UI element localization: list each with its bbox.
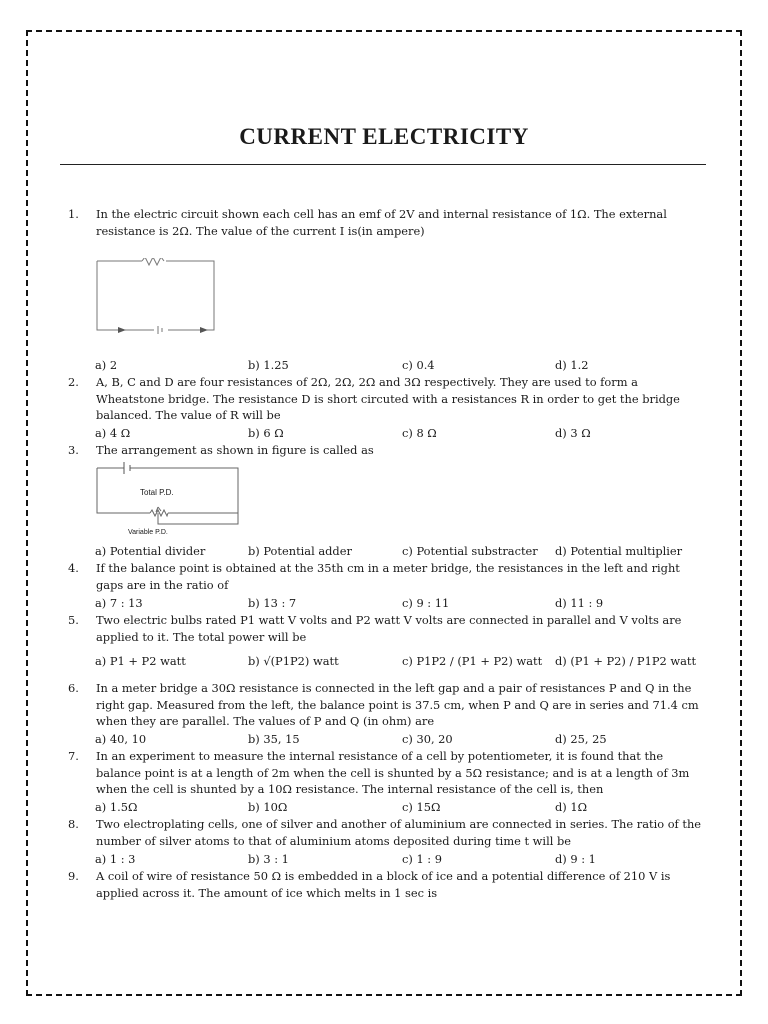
option-b[interactable]: b) 13 : 7	[248, 596, 297, 610]
option-d[interactable]: d) 1.2	[555, 358, 589, 372]
question-text: In an experiment to measure the internal resistance of a cell by potentiometer, it is found that the balance point is at a length of 2m when the cell is shunted by a 5Ω resistance; and is at a length of 3m when the cell is shunted by a 10Ω resistance. The internal resistance of the cell is, then	[96, 749, 690, 796]
option-a[interactable]: a) 7 : 13	[95, 596, 143, 610]
option-c[interactable]: c) 0.4	[402, 358, 435, 372]
option-c[interactable]: c) 30, 20	[402, 732, 453, 746]
question-number: 1.	[68, 207, 79, 221]
question-text: The arrangement as shown in figure is called as	[96, 443, 374, 457]
option-a[interactable]: a) Potential divider	[95, 544, 206, 558]
title-rule	[60, 164, 706, 165]
option-a[interactable]: a) 4 Ω	[95, 426, 131, 440]
question-number: 8.	[68, 817, 79, 831]
option-b[interactable]: b) Potential adder	[248, 544, 352, 558]
question-text: Two electric bulbs rated P1 watt V volts and P2 watt V volts are connected in parallel and V volts are applied to it. The total power will be	[96, 613, 682, 644]
page-title: CURRENT ELECTRICITY	[239, 124, 529, 149]
option-d[interactable]: d) 25, 25	[555, 732, 607, 746]
question-text: In a meter bridge a 30Ω resistance is connected in the left gap and a pair of resistances P and Q in the right gap. Measured from the left, the balance point is 37.5 cm, when P and Q are in series and 71.4 cm when they are parallel. The values of P and Q (in ohm) are	[96, 681, 699, 728]
options-q7	[95, 800, 715, 816]
option-c[interactable]: c) 1 : 9	[402, 852, 443, 866]
option-d[interactable]: d) 11 : 9	[555, 596, 604, 610]
question-text: If the balance point is obtained at the 35th cm in a meter bridge, the resistances in the left and right gaps are in the ratio of	[96, 561, 680, 592]
options-q5	[95, 654, 715, 670]
options-q1	[95, 358, 715, 374]
option-b[interactable]: b) 3 : 1	[248, 852, 289, 866]
options-q8	[95, 852, 715, 868]
option-d[interactable]: d) 9 : 1	[555, 852, 596, 866]
option-d[interactable]: d) 3 Ω	[555, 426, 591, 440]
potential-divider-figure	[96, 458, 241, 540]
question-number: 4.	[68, 561, 79, 575]
question-text: Two electroplating cells, one of silver and another of aluminium are connected in series. The ratio of the number of silver atoms to that of aluminium atoms deposited during time t will be	[96, 817, 702, 848]
question-number: 6.	[68, 681, 79, 695]
option-d[interactable]: d) 1Ω	[555, 800, 588, 814]
option-a[interactable]: a) P1 + P2 watt	[95, 654, 186, 668]
question-number: 9.	[68, 869, 79, 883]
option-a[interactable]: a) 40, 10	[95, 732, 147, 746]
option-a[interactable]: a) 1.5Ω	[95, 800, 138, 814]
variable-pd-label: Variable P.D.	[128, 529, 168, 536]
option-b[interactable]: b) 10Ω	[248, 800, 288, 814]
option-b[interactable]: b) √(P1P2) watt	[248, 654, 339, 668]
option-a[interactable]: a) 2	[95, 358, 118, 372]
option-c[interactable]: c) 9 : 11	[402, 596, 450, 610]
option-c[interactable]: c) Potential substracter	[402, 544, 538, 558]
question-number: 5.	[68, 613, 79, 627]
option-c[interactable]: c) 8 Ω	[402, 426, 437, 440]
option-d[interactable]: d) (P1 + P2) / P1P2 watt	[555, 654, 697, 668]
question-number: 2.	[68, 375, 79, 389]
option-b[interactable]: b) 1.25	[248, 358, 289, 372]
option-b[interactable]: b) 35, 15	[248, 732, 300, 746]
total-pd-label: Total P.D.	[140, 488, 174, 497]
question-text: A coil of wire of resistance 50 Ω is embedded in a block of ice and a potential difference of 210 V is applied across it. The amount of ice which melts in 1 sec is	[96, 869, 671, 900]
question-text: A, B, C and D are four resistances of 2Ω, 2Ω, 2Ω and 3Ω respectively. They are used to form a Wheatstone bridge. The resistance D is short circuted with a resistances R in order to get the bridge balanced. The value of R will be	[96, 375, 680, 422]
option-a[interactable]: a) 1 : 3	[95, 852, 136, 866]
question-text: In the electric circuit shown each cell has an emf of 2V and internal resistance of 1Ω. The external resistance is 2Ω. The value of the current I is(in ampere)	[96, 207, 667, 238]
option-d[interactable]: d) Potential multiplier	[555, 544, 683, 558]
options-q2	[95, 426, 715, 442]
option-c[interactable]: c) P1P2 / (P1 + P2) watt	[402, 654, 543, 668]
circuit-diagram-q1	[96, 258, 216, 334]
question-number: 7.	[68, 749, 79, 763]
question-number: 3.	[68, 443, 79, 457]
options-q3	[95, 544, 715, 560]
option-c[interactable]: c) 15Ω	[402, 800, 441, 814]
options-q4	[95, 596, 715, 612]
option-b[interactable]: b) 6 Ω	[248, 426, 284, 440]
options-q6	[95, 732, 715, 748]
